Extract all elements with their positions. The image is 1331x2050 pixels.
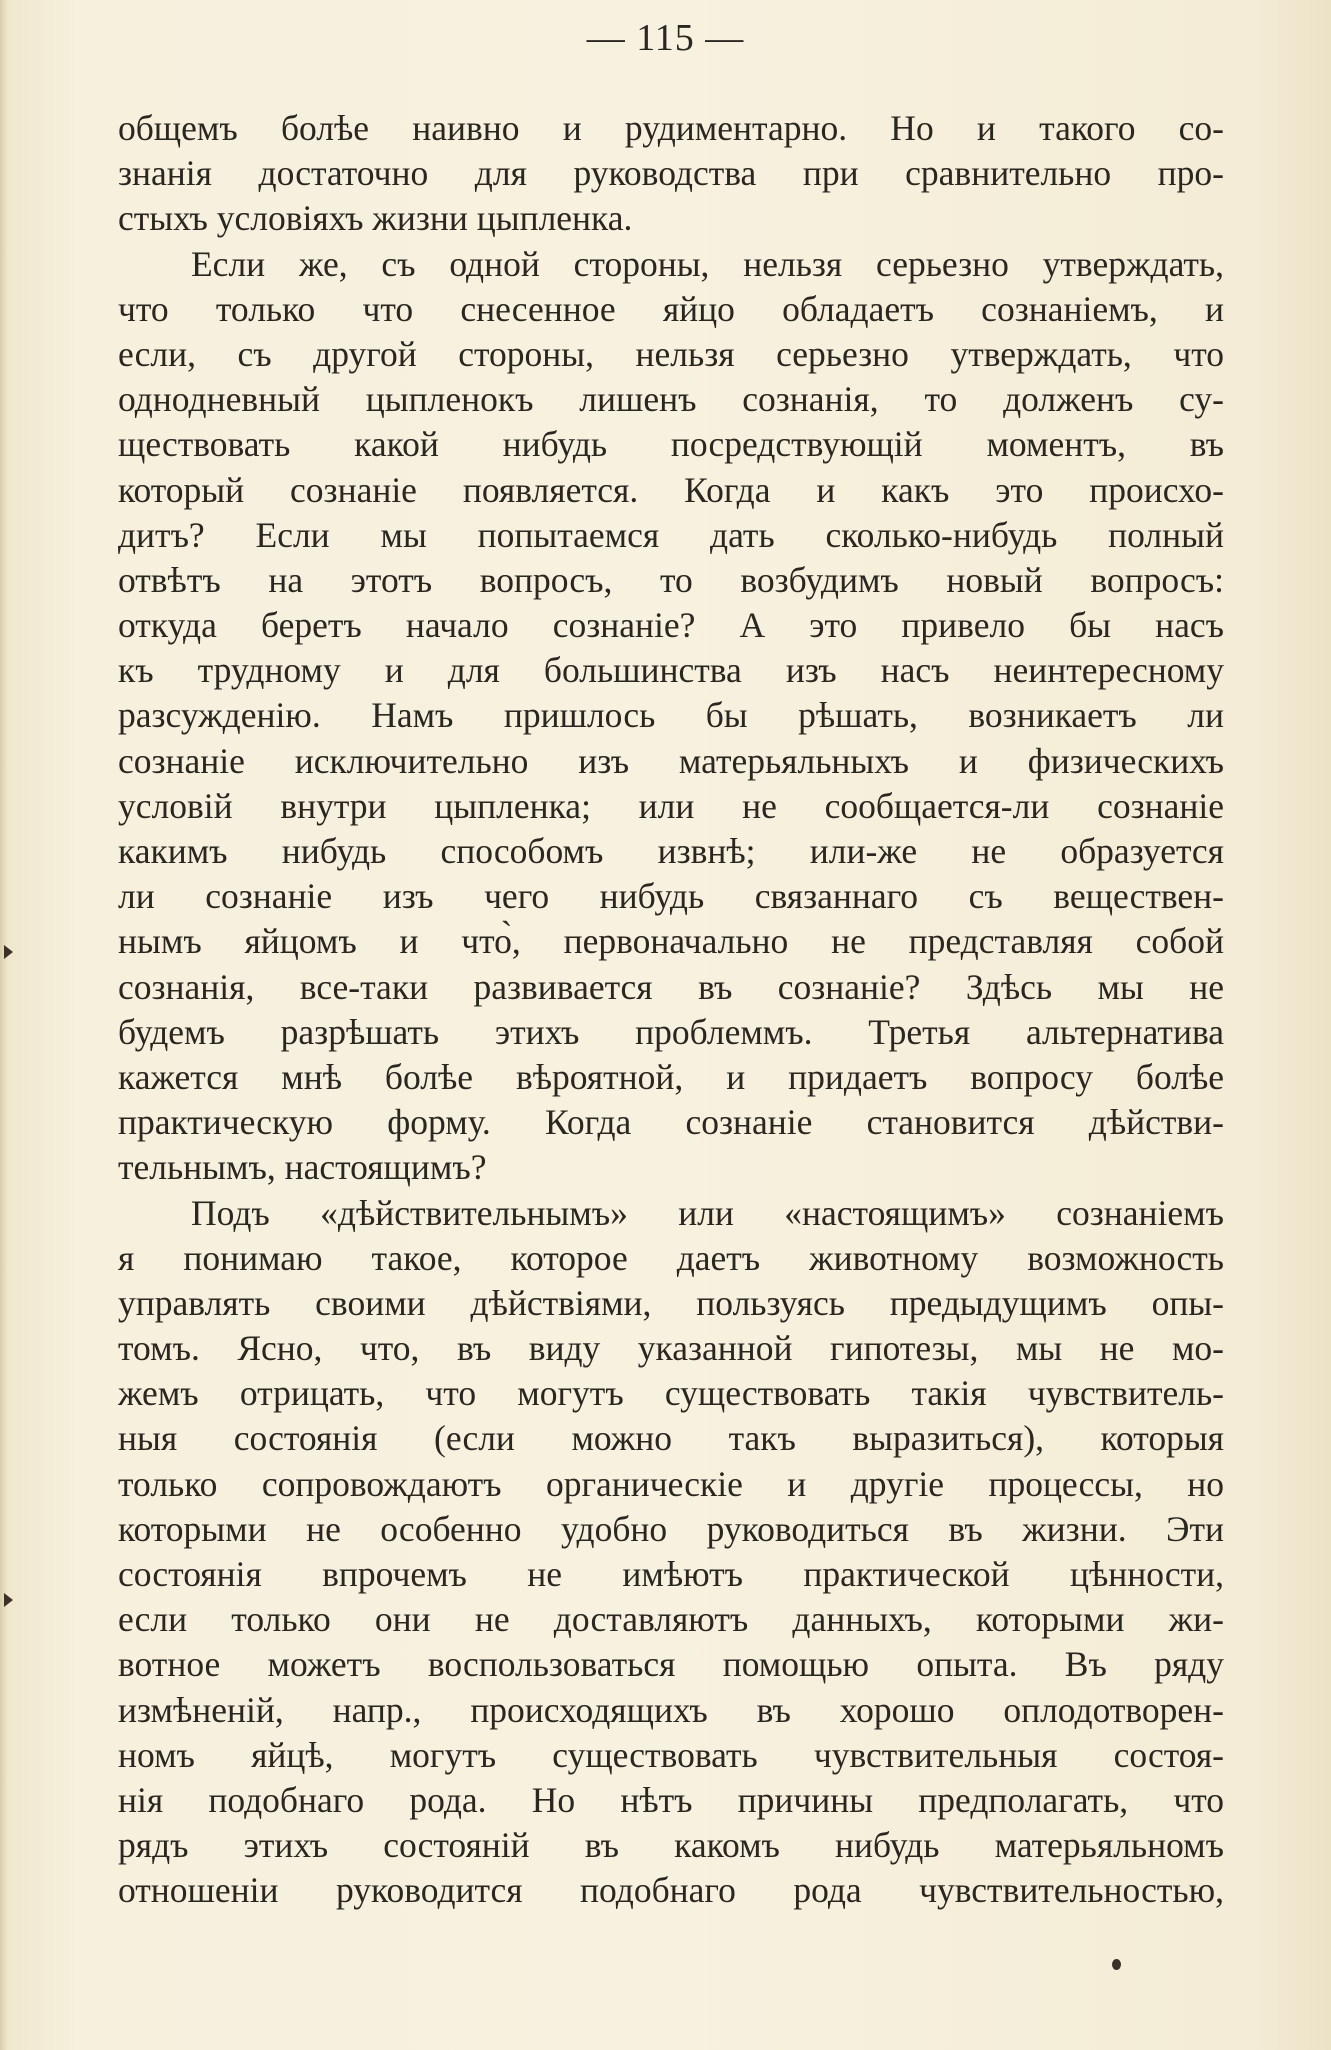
text-line: общемъ болѣе наивно и рудиментарно. Но и такого со- [118, 108, 1224, 148]
text-line: кажется мнѣ болѣе вѣроятной, и придаетъ вопросу болѣе [118, 1056, 1224, 1097]
text-line: отношеніи руководится подобнаго рода чувствительностью, [118, 1870, 1224, 1911]
ink-dot-mark [1112, 1959, 1121, 1970]
text-line: управлять своими дѣйствіями, пользуясь предыдущимъ опы- [118, 1282, 1224, 1323]
text-line: состоянія впрочемъ не имѣютъ практической цѣнности, [118, 1554, 1224, 1594]
text-line: Подъ «дѣйствительнымъ» или «настоящимъ» сознаніемъ [191, 1192, 1224, 1233]
text-line: нымъ яйцомъ и что̀, первоначально не представляя собой [118, 921, 1224, 962]
text-line: стыхъ условіяхъ жизни цыпленка. [118, 198, 633, 239]
text-line: тельнымъ, настоящимъ? [118, 1147, 487, 1188]
text-line: ныя состоянія (если можно такъ выразиться), которыя [118, 1418, 1224, 1459]
text-line: я понимаю такое, которое даетъ животному возможность [118, 1237, 1224, 1278]
text-line: разсужденію. Намъ пришлось бы рѣшать, возникаетъ ли [118, 695, 1224, 736]
margin-arrow-mark [4, 1593, 13, 1607]
text-line: однодневный цыпленокъ лишенъ сознанія, то долженъ су- [118, 379, 1224, 420]
text-line: измѣненій, напр., происходящихъ въ хорошо оплодотворен- [118, 1689, 1224, 1730]
text-line: условій внутри цыпленка; или не сообщается-ли сознаніе [118, 785, 1224, 826]
text-line: рядъ этихъ состояній въ какомъ нибудь матерьяльномъ [118, 1825, 1224, 1866]
page-edge-shadow [0, 0, 8, 2050]
text-line: номъ яйцѣ, могутъ существовать чувствительныя состоя- [118, 1734, 1224, 1775]
text-line: какимъ нибудь способомъ извнѣ; или-же не образуется [118, 831, 1224, 871]
margin-arrow-mark [4, 945, 13, 959]
page-number: — 115 — [586, 17, 745, 59]
text-line: нія подобнаго рода. Но нѣтъ причины предполагать, что [118, 1779, 1224, 1820]
text-line: ществовать какой нибудь посредствующій моментъ, въ [118, 424, 1224, 465]
text-line: ли сознаніе изъ чего нибудь связаннаго съ веществен- [118, 876, 1224, 917]
text-line: томъ. Ясно, что, въ виду указанной гипотезы, мы не мо- [118, 1328, 1224, 1369]
text-line: сознанія, все-таки развивается въ сознаніе? Здѣсь мы не [118, 966, 1224, 1007]
page-body-text [118, 106, 1224, 1914]
text-line: откуда беретъ начало сознаніе? А это привело бы насъ [118, 605, 1224, 646]
text-line: если, съ другой стороны, нельзя серьезно утверждать, что [118, 333, 1224, 374]
text-line: будемъ разрѣшать этихъ проблеммъ. Третья альтернатива [118, 1011, 1224, 1052]
text-line: практическую форму. Когда сознаніе становится дѣйстви- [118, 1102, 1224, 1143]
text-line: что только что снесенное яйцо обладаетъ сознаніемъ, и [118, 288, 1224, 329]
text-line: жемъ отрицать, что могутъ существовать такія чувствитель- [118, 1373, 1224, 1414]
text-line: знанія достаточно для руководства при сравнительно про- [118, 153, 1224, 194]
text-line: если только они не доставляютъ данныхъ, которыми жи- [118, 1599, 1224, 1640]
text-line: которыми не особенно удобно руководиться въ жизни. Эти [118, 1508, 1224, 1549]
text-line: къ трудному и для большинства изъ насъ неинтересному [118, 650, 1224, 691]
text-line: дитъ? Если мы попытаемся дать сколько-нибудь полный [118, 514, 1224, 555]
text-line: отвѣтъ на этотъ вопросъ, то возбудимъ новый вопросъ: [118, 559, 1224, 600]
text-line: который сознаніе появляется. Когда и какъ это происхо- [118, 469, 1224, 510]
text-line: Если же, съ одной стороны, нельзя серьезно утверждать, [191, 243, 1224, 284]
text-line: сознаніе исключительно изъ матерьяльныхъ и физическихъ [118, 740, 1224, 781]
text-line: вотное можетъ воспользоваться помощью опыта. Въ ряду [118, 1644, 1224, 1685]
text-line: только сопровождаютъ органическіе и другіе процессы, но [118, 1463, 1224, 1504]
